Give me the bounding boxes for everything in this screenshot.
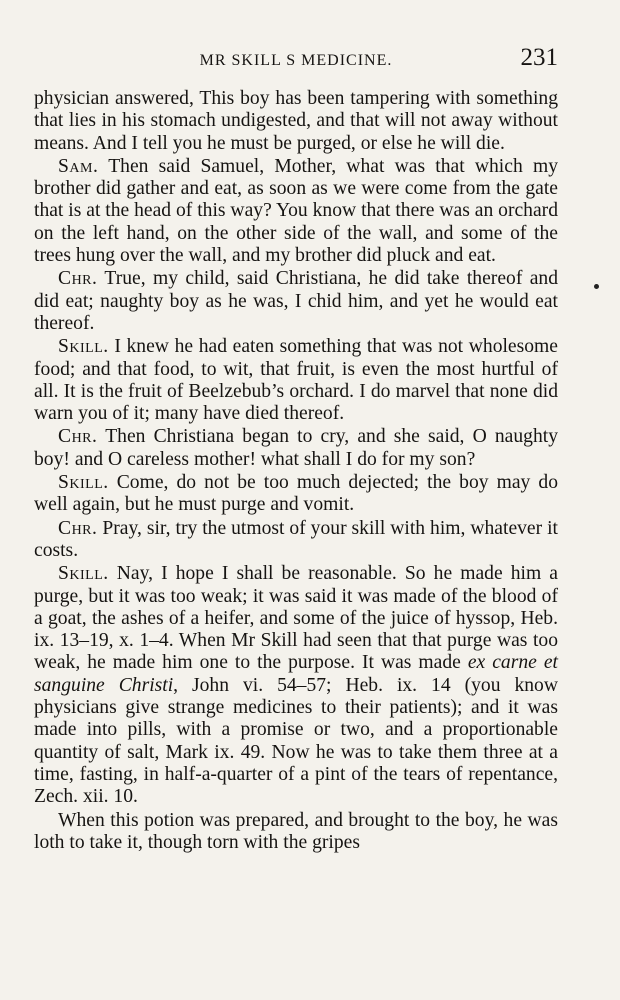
page-number: 231 — [520, 44, 558, 71]
speaker-label: Skill. — [58, 563, 109, 585]
paragraph — [34, 426, 558, 471]
paragraph-text: Come, do not be too much dejected; the boy may do well again, but he must purge and vomit. — [34, 472, 558, 516]
paragraph — [34, 472, 558, 517]
paragraph-text: True, my child, said Christiana, he did take thereof and did eat; naughty boy as he was, I chid him, and yet he would eat thereof. — [34, 268, 558, 334]
paragraph — [34, 336, 558, 425]
paragraph — [34, 268, 558, 335]
body-text — [34, 88, 558, 855]
page-header — [34, 44, 558, 76]
paragraph-text: physician answered, This boy has been tampering with something that lies in his stomach undigested, and that will not away without means. And I tell you he must be purged, or else he will die. — [34, 88, 558, 154]
paragraph — [34, 88, 558, 155]
paragraph-text: When this potion was prepared, and brought to the boy, he was loth to take it, though torn with the gripes — [34, 809, 558, 853]
margin-mark — [594, 284, 599, 289]
paragraph — [34, 810, 558, 855]
speaker-label: Chr. — [58, 426, 98, 448]
speaker-label: Sam. — [58, 155, 99, 177]
running-head: MR SKILL S MEDICINE. — [199, 52, 393, 69]
paragraph-text: Then Christiana began to cry, and she said, O naughty boy! and O careless mother! what shall I do for my son? — [34, 426, 558, 470]
speaker-label: Chr. — [58, 517, 98, 539]
paragraph-text: Pray, sir, try the utmost of your skill with him, whatever it costs. — [34, 517, 558, 561]
speaker-label: Skill. — [58, 472, 109, 494]
latin-phrase: ex carne et sanguine Christi — [34, 652, 558, 696]
paragraph — [34, 156, 558, 267]
speaker-label: Chr. — [58, 268, 98, 290]
paragraph — [34, 563, 558, 808]
speaker-label: Skill. — [58, 336, 109, 358]
paragraph-text: I knew he had eaten something that was not wholesome food; and that food, to wit, that fruit, is even the most hurtful of all. It is the fruit of Beelzebub’s orchard. I do marvel that none did warn you of it; many have died thereof. — [34, 336, 558, 425]
paragraph-text: Nay, I hope I shall be reasonable. So he made him a purge, but it was too weak; it was said it was made of the blood of a goat, the ashes of a heifer, and some of the juice of hyssop, Heb. ix. 13–19, x. 1–4. When Mr Skill had seen that that purge was too weak, he made him one to the purpose. It was made — [34, 563, 558, 674]
paragraph-text: , John vi. 54–57; Heb. ix. 14 (you know physicians give strange medicines to their patients); and it was made into pills, with a promise or two, and a proportionable quantity of salt, Mark ix. 49. Now he was to take them three at a time, fasting, in half-a-quarter of a pint of the tears of repentance, Zech. xii. 10. — [34, 674, 558, 808]
paragraph — [34, 518, 558, 563]
paragraph-text: Then said Samuel, Mother, what was that which my brother did gather and eat, as soon as we were come from the gate that is at the head of this way? You know that there was an orchard on the left hand, on the other side of the wall, and some of the trees hung over the wall, and my brother did pluck and eat. — [34, 155, 558, 267]
